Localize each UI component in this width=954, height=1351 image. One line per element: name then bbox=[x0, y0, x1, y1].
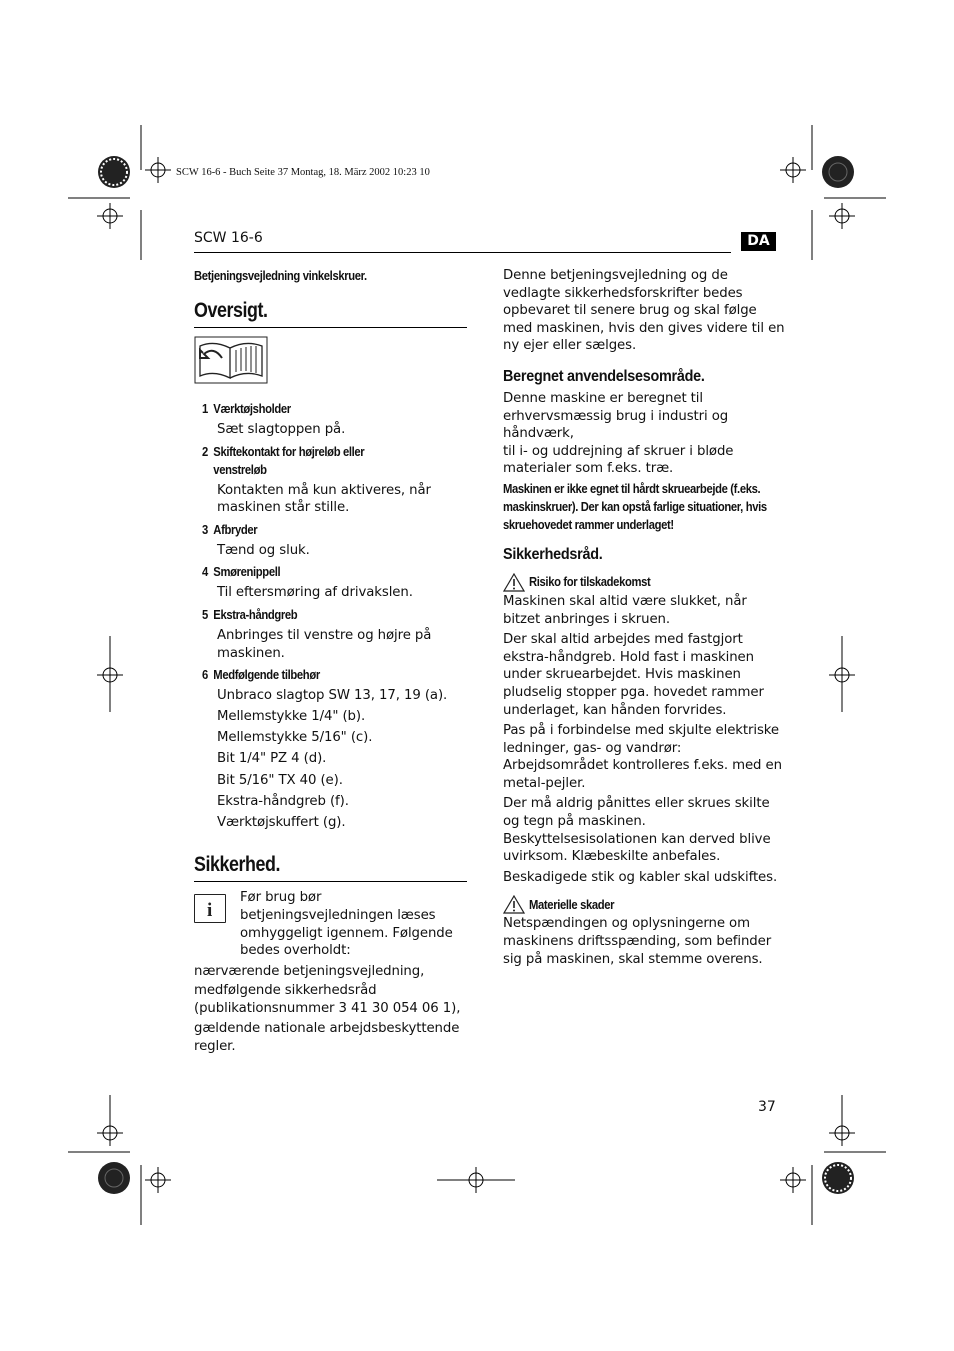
print-info-line: SCW 16-6 - Buch Seite 37 Montag, 18. März 2002 10:23 10 bbox=[176, 167, 430, 178]
list-item: 2 Skiftekontakt for højreløb eller venstreløb Kontakten må kun aktiveres, når maskinen står stille. bbox=[202, 444, 431, 516]
warning-heading: Risiko for tilskadekomst bbox=[503, 573, 785, 592]
language-badge: DA bbox=[741, 232, 776, 251]
warning-triangle-icon bbox=[503, 895, 525, 914]
section-rule bbox=[194, 327, 467, 328]
warning-triangle-icon bbox=[503, 573, 525, 592]
right-column: Denne betjeningsvejledning og de vedlagte sikkerhedsforskrifter bedes opbevaret til senere brug og skal følge med maskinen, hvis den gives videre til en ny ejer eller sælges. Beregnet anvendelsesområde. Denne maskine er beregnet til erhvervsmæssig brug i industri og håndværk, til i- og uddrejning af skruer i bløde materialer som f.eks. træ. Maskinen er ikke egnet til hårdt skruearbejde (f.eks. maskinskruer). Der kan opstå farlige situationer, hvis skruehovedet rammer underlaget! Sikkerhedsråd. Risiko for tilskadekomst Maskinen skal altid være slukket, når bitzet anbringes i skruen. Der skal altid arbejdes med fastgjort ekstra-håndgreb. Hold fast i maskinen under skruearbejdet. Hvis maskinen pludselig stopper pga. hovedet rammer underlaget, kan hånden forvrides. Pas på i forbindelse med skjulte elektriske ledninger, gas- og vandrør: Arbejdsområdet kontrolleres f.eks. med en metal-pejler. Der må aldrig pånittes eller skrues skilte og tegn på maskinen. Beskyttelsesisolationen kan derved blive uvirksom. Klæbeskilte anbefales. Beskadigede stik og kabler skal udskiftes. Materielle skader Netspændingen og oplysningerne om maskinens driftsspænding, som befinder sig på maskinen, skal stemme overens. bbox=[503, 268, 785, 967]
list-item: 5 Ekstra-håndgreb Anbringes til venstre og højre på maskinen. bbox=[202, 607, 432, 661]
overview-list bbox=[194, 400, 467, 831]
left-column: Betjeningsvejledning vinkelskruer. Oversigt. 1 Værktøjsholder Sæt slagtoppen på. 2 Skiftekontakt for højreløb eller venstreløb Kontakten må kun aktiveres, når maskinen står stille. 3 Afbryder Tænd og sluk. 4 Smørenippell Til eftersmøring af drivakslen. 5 Ekstra-håndgreb Anbringes til venstre og højre på maskinen. 6 Medfølgende tilbehør Unbraco slagtop SW 13, 17, 19 (a). Mellemstykke 1/4" (b). Mellemstykke 5/16" (c). Bit 1/4" PZ 4 (d). Bit 5/16" TX 40 (e). Ekstra-håndgreb (f). Værktøjskuffert (g). Sikkerhed. i Før brug bør betjeningsvejledningen læses omhyggeligt igennem. Følgende bedes overholdt: nærværende betjeningsvejledning, medfølgende sikkerhedsråd (publikationsnummer 3 41 30 054 06 1), gældende nationale arbejdsbeskyttende regler. bbox=[194, 267, 467, 1056]
section-rule bbox=[194, 881, 467, 882]
model-name: SCW 16-6 bbox=[194, 230, 263, 246]
list-item: 4 Smørenippell Til eftersmøring af drivakslen. bbox=[202, 565, 413, 601]
page-number: 37 bbox=[758, 1099, 776, 1115]
intro-paragraph: Denne betjeningsvejledning og de vedlagte sikkerhedsforskrifter bedes opbevaret til senere brug og skal følge med maskinen, hvis den gives videre til en ny ejer eller sælges. bbox=[503, 268, 785, 354]
list-item: 3 Afbryder Tænd og sluk. bbox=[202, 522, 310, 558]
manual-book-icon bbox=[194, 336, 268, 384]
section-title-sikkerhed: Sikkerhed. bbox=[194, 853, 281, 877]
section-title-oversigt: Oversigt. bbox=[194, 299, 268, 322]
list-item: 1 Værktøjsholder Sæt slagtoppen på. bbox=[202, 402, 346, 437]
warning-heading: Materielle skader bbox=[503, 895, 785, 914]
svg-text:i: i bbox=[207, 900, 213, 922]
info-note: i Før brug bør betjeningsvejledningen læses omhyggeligt igennem. Følgende bedes overholdt: bbox=[194, 889, 467, 959]
warning-bold: Maskinen er ikke egnet til hårdt skruearbejde (f.eks. maskinskruer). Der kan opstå farlige situationer, hvis skruehovedet rammer underlaget! bbox=[503, 481, 767, 532]
header-rule bbox=[194, 252, 731, 253]
section-title-beregnet: Beregnet anvendelsesområde. bbox=[503, 367, 705, 385]
info-icon bbox=[194, 894, 226, 923]
list-item: 6 Medfølgende tilbehør Unbraco slagtop SW 13, 17, 19 (a). Mellemstykke 1/4" (b). Mellemstykke 5/16" (c). Bit 1/4" PZ 4 (d). Bit 5/16" TX 40 (e). Ekstra-håndgreb (f). Værktøjskuffert (g). bbox=[202, 668, 448, 830]
section-title-sikkerhedsraad: Sikkerhedsråd. bbox=[503, 545, 603, 563]
intro-bold: Betjeningsvejledning vinkelskruer. bbox=[194, 269, 367, 283]
